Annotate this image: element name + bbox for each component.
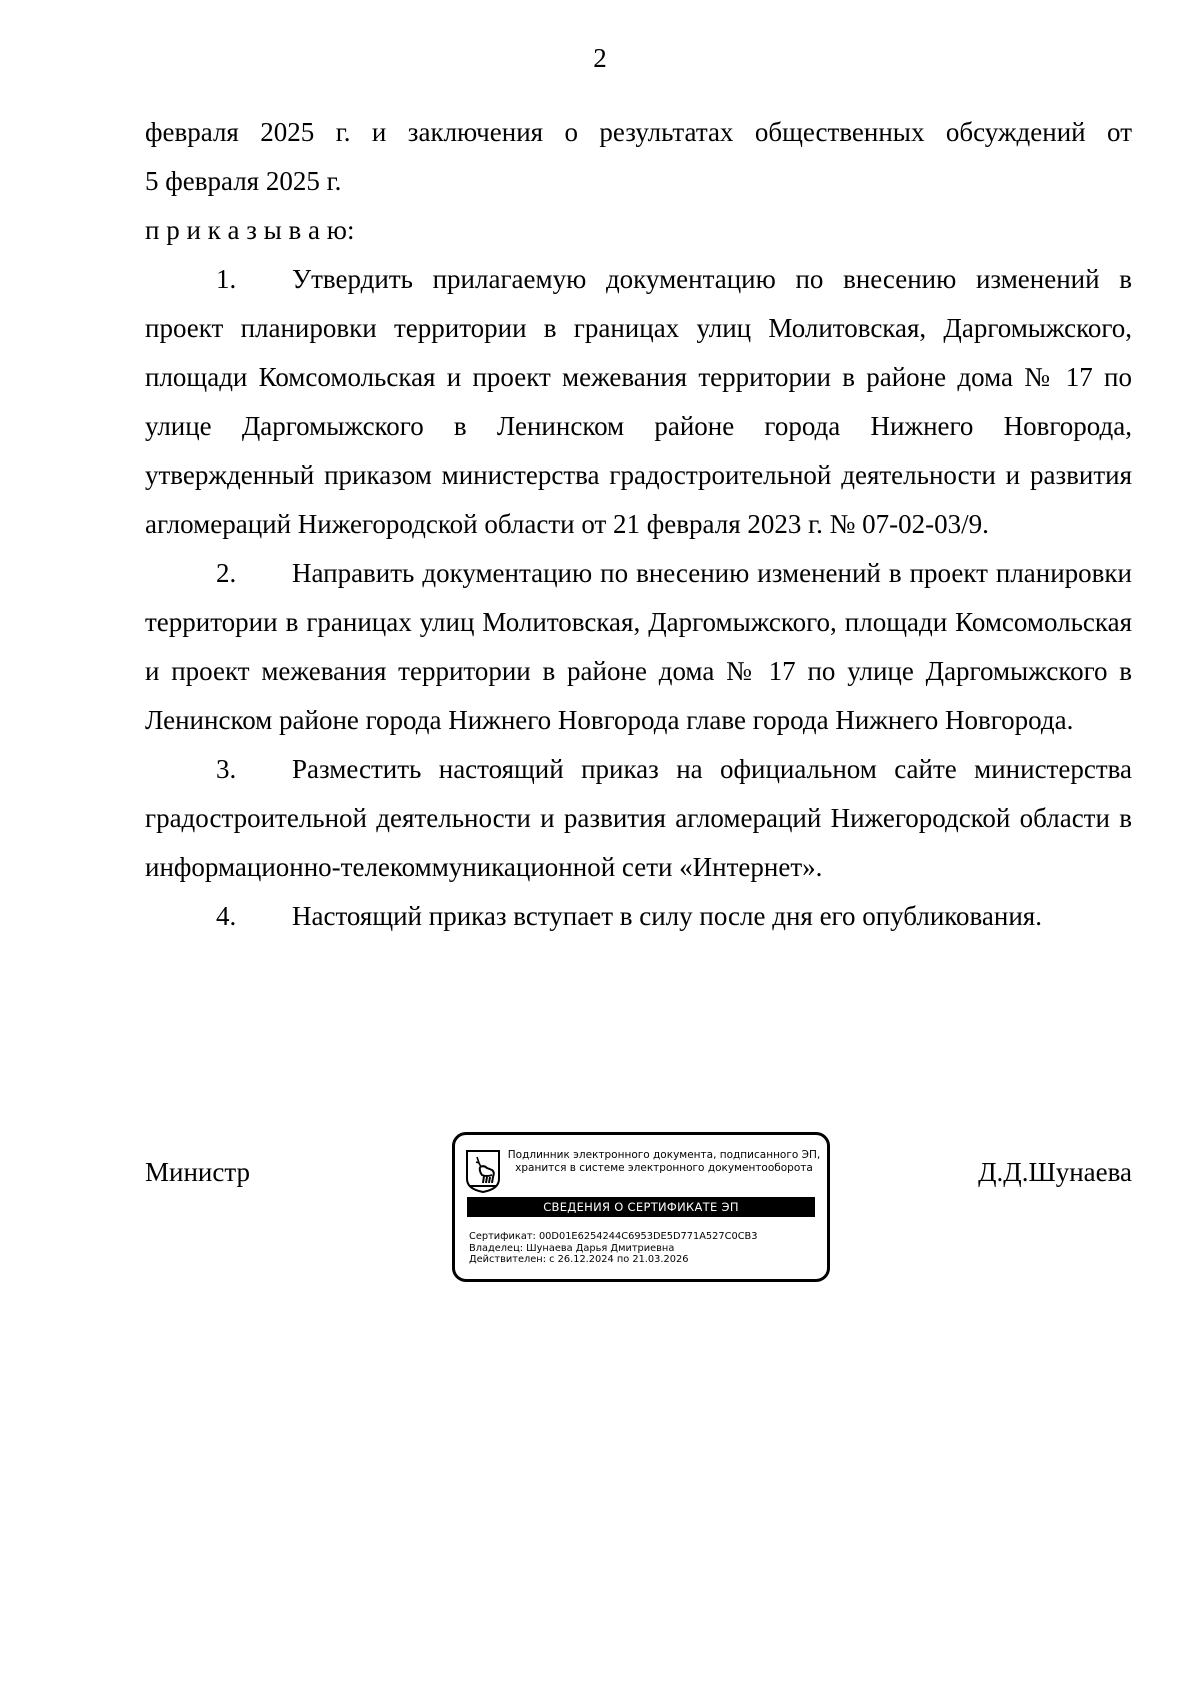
certificate-owner: Владелец: Шунаева Дарья Дмитриевна	[469, 1242, 675, 1254]
item-text: Направить документацию по внесению изменений в проект планировки территории в границах улиц Молитовская, Даргомыжского, площади Комсомольская и проект межевания территории в районе дома № 17 по улице Даргомыжского в Ленинском районе города Нижнего Новгорода главе города Нижнего Новгорода.	[145, 558, 1132, 735]
stamp-header-line-1: Подлинник электронного документа, подписанного ЭП,	[507, 1149, 821, 1161]
certificate-validity: Действителен: с 26.12.2024 по 21.03.2026	[469, 1254, 689, 1265]
document-body	[145, 108, 1132, 941]
item-number: 2.	[216, 558, 237, 588]
signatory-position: Министр	[145, 1157, 250, 1187]
item-text: Разместить настоящий приказ на официальном сайте министерства градостроительной деятельности и развития агломераций Нижегородской области в информационно-телекоммуникационной сети «Интернет».	[145, 754, 1132, 882]
intro-line-2: 5 февраля 2025 г.	[145, 166, 342, 196]
order-item-2	[145, 549, 1132, 745]
page-number: 2	[593, 43, 607, 73]
certificate-number: Сертификат: 00D01E6254244C6953DE5D771A527C0CB3	[469, 1231, 758, 1242]
deer-emblem-icon	[465, 1149, 501, 1193]
stamp-details	[469, 1231, 819, 1266]
order-item-1	[145, 255, 1132, 549]
stamp-header	[505, 1149, 823, 1175]
item-number: 3.	[216, 754, 237, 784]
intro-line-1: февраля 2025 г. и заключения о результатах общественных обсуждений от	[145, 117, 1132, 147]
electronic-signature-stamp	[452, 1132, 830, 1282]
order-item-4	[145, 892, 1132, 941]
stamp-header-line-2: хранится в системе электронного документооборота	[515, 1162, 813, 1174]
order-item-3	[145, 745, 1132, 892]
item-text: Настоящий приказ вступает в силу после дня его опубликования.	[292, 901, 1042, 931]
item-number: 4.	[216, 901, 237, 931]
order-word: п р и к а з ы в а ю:	[145, 215, 355, 245]
item-text: Утвердить прилагаемую документацию по внесению изменений в проект планировки территории в границах улиц Молитовская, Даргомыжского, площади Комсомольская и проект межевания территории в районе дома № 17 по улице Даргомыжского в Ленинском районе города Нижнего Новгорода, утвержденный приказом министерства градостроительной деятельности и развития агломераций Нижегородской области от 21 февраля 2023 г. № 07-02-03/9.	[145, 264, 1132, 539]
signature-block	[145, 1132, 1132, 1282]
signatory-name: Д.Д.Шунаева	[978, 1157, 1132, 1187]
item-number: 1.	[216, 264, 237, 294]
stamp-title: СВЕДЕНИЯ О СЕРТИФИКАТЕ ЭП	[467, 1197, 815, 1217]
